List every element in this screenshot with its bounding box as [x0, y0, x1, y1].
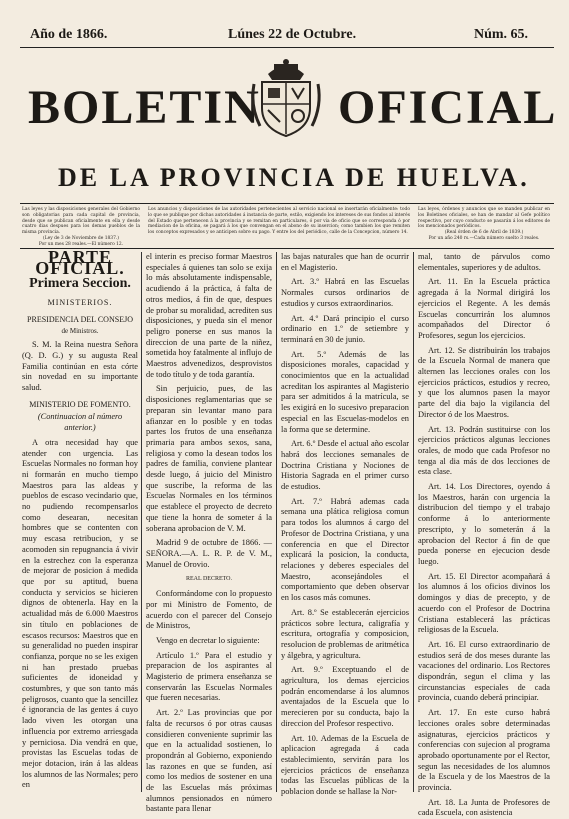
notice-right-price: Por un año 240 rs.—Cada número suelto 3 reales.: [428, 235, 540, 241]
paragraph: Art. 13. Podrán sustituirse con los ejercicios prácticos algunas lecciones orales, de modo que cada Profesor no tenga al dia más de dos lecciones de esta clase.: [418, 424, 550, 477]
paragraph: Art. 10. Ademas de la Escuela de aplicacion agregada á cada establecimiento, servirán para los ejercicios prácticos de enseñanza todas las Escuelas públicas de la poblacion donde se hallase la Nor-: [281, 733, 409, 797]
continuation-note: (Continuacion al número anterior.): [37, 412, 123, 433]
paragraph: las bajas naturales que han de ocurrir en el Magisterio.: [281, 252, 409, 272]
paragraph: Art. 16. El curso extraordinario de estudios será de dos meses durante las vacaciones del ordinario. Los Rectores dispondrán, segun el clima y las circunstancias especiales de cada provincia, cuando deberá principiar.: [418, 639, 550, 703]
notice-right: [418, 207, 550, 242]
paragraph: Art. 9.º Exceptuando el de agricultura, los demas ejercicios podrán encomendarse á los alumnos aventajados de la Escuela que lo merecieren por su conducta, bajo la direccion del Profesor respectivo.: [281, 665, 409, 728]
column-divider: [413, 252, 414, 792]
section-heading-primera-seccion: Primera Seccion.: [29, 276, 131, 292]
column-2: [146, 252, 272, 814]
paragraph: Art. 5.º Además de las disposiciones morales, capacidad y conocimientos que en la actualidad acreditan los aspirantes al Magisterio para ser admitidos á la matrícula, se les exigirá en lo sucesivo preparacion especial en las Escuelas-modelos en la forma que se determine.: [281, 349, 409, 434]
paragraph: Art. 11. En la Escuela práctica agregada á la Normal dirigirá los ejercicios el Regente. A les demás Escuelas concurrirán los alumnos acompañados del Director ó Profesores, segun los ejercicios.: [418, 277, 550, 340]
paragraph: Conformándome con lo propuesto por mi Ministro de Fomento, de acuerdo con el parecer del Consejo de Ministros,: [146, 589, 272, 631]
paragraph: Madrid 9 de octubre de 1866. —SEÑORA.—A. L. R. P. de V. M., Manuel de Orovio.: [146, 538, 272, 569]
section-heading-parte-oficial: PARTE OFICIAL.: [35, 247, 125, 278]
paragraph: A otra necesidad hay que atender con urgencia. Las Escuelas Normales no forman hoy ni formarán en mucho tiempo Maestros para las aldeas y pueblos de escaso vecindario que, no pudiendo recompensarlos como desearan, necesitan hombres que se contenten con muy escasa retribucion, y se acomoden sin repugnancia á vivir en la estrechez con la esperanza de mejorar de posicion á medida que por su aptitud, buena conducta y servicios se hicieren dignos de obtenerla. Hay en la actualidad más de 6.000 Maestros sin título en poblaciones de escasos recursos: Maestros que en su generalidad no pueden inspirar confianza, porque no se les exigen ni han prestado pruebas suficientes de idoneidad y costumbres, y que son tanto más peligrosos, cuanto que la sencillez é ignorancia de las gentes á cuyo lado viven les otorgan una influencia por extremo arriesgada y perniciosa. Dia vendrá en que, provistas las Escuelas todas de mejor dotacion, irán á las aldeas los alumnos de las Normales; pero en: [22, 437, 138, 790]
coat-of-arms-emblem: [248, 56, 324, 142]
paragraph: Sin perjuicio, pues, de las disposiciones reglamentarias que se preparan sin levantar mano para afianzar en lo posible y en todas partes los frutos de una enseñanza primaria para ambos sexos, sana, religiosa y como la desean todos los padres de familia, conviene plantear desde luego, á juicio del Ministro que suscribe, la reforma de las Escuelas Normales en los términos que establece el proyecto de decreto que tiene la honra de someter á la soberana aprobacion de V. M.: [146, 384, 272, 533]
heading-ministerios: MINISTERIOS.: [47, 298, 113, 308]
paragraph: Art. 12. Se distribuirán los trabajos de la Escuela Normal de manera que alternen las lecciones orales con los ejercicios prácticos, estudios y recreo, y que los alumnos pasen la mayor parte del dia bajo la vigilancia del Director ó de los Maestros.: [418, 345, 550, 419]
issue-date: Lúnes 22 de Octubre.: [228, 27, 357, 42]
issue-number: Núm. 65.: [474, 27, 529, 42]
paragraph: Art. 15. El Director acompañará á los alumnos á los oficios divinos los domingos y dias de precepto, y de acuerdo con el Profesor de Doctrina Cristiana establecerá las prácticas religiosas de la Escuela.: [418, 571, 550, 635]
column-1: [22, 247, 138, 792]
masthead-subtitle: DE LA PROVINCIA DE HUELVA.: [58, 163, 530, 192]
heading-presidencia: PRESIDENCIA DEL CONSEJO: [27, 314, 133, 324]
header-rule: [20, 47, 554, 48]
paragraph: Art. 7.º Habrá ademas cada semana una plática religiosa comun para todos los alumnos á cargo del Profesor de Doctrina Cristiana, y una conferencia en que el Director explicará la posicion, la conducta, relaciones y deberes especiales del Maestro, aconsejándoles el comportamiento que deben observar en los casos más comunes.: [281, 496, 409, 603]
masthead-rule: [20, 203, 554, 204]
heading-real-decreto: REAL DECRETO.: [186, 576, 232, 583]
paragraph: Art. 8.º Se establecerán ejercicios prácticos sobre lectura, caligrafía y escritura, ortografía y composicion, resolucion de problemas de aritmética y álgebra, y agricultura.: [281, 607, 409, 660]
paragraph: mal, tanto de párvulos como elementales, superiores y de adultos.: [418, 252, 550, 272]
notice-center: Los anuncios y disposiciones de las autoridades pertenecientes al servicio nacional se insertarán oficialmente: todo lo que se publique por dichas autoridades á instancia de parte, estilo, exigiendo los intereses de sus fondos al interés del Estado que pertenecen á la provincia y se remitan en particulares, ó por via de oficio que se corresponda ó por mediacion de la oficina, se pagará á los que convengan en el abono de su insercion; como tambien los que remiten los conceptos expresados y se anticipen sobre su pago. Y entre los del periódico, calle de la Concepcion, número 14.: [148, 207, 410, 236]
notice-right-text: Las leyes, órdenes y anuncios que se manden publicar en los Boletines oficiales, se han de mandar al Gefe político respectivo, por cuyo conducto se pasarán á los editores de los mencionados periódicos.: [418, 207, 550, 230]
column-3: [281, 252, 409, 797]
issue-year: Año de 1866.: [30, 27, 108, 42]
paragraph: S. M. la Reina nuestra Señora (Q. D. G.) y su augusta Real Familia continúan en esta córte sin novedad en su importante salud.: [22, 340, 138, 393]
masthead-word-oficial: OFICIAL: [338, 81, 558, 134]
notice-right-ref: (Real órden de 6 de Abril de 1839.): [444, 230, 524, 236]
paragraph: Art. 17. En este curso habrá lecciones orales sobre determinadas asignaturas, ejercicios prácticos y conferencias con sujecion al programa aprobado oportunamente por el Rector, segun las necesidades de los alumnos de la Escuela y de los Maestros de la provincia.: [418, 708, 550, 793]
paragraph: Art. 14. Los Directores, oyendo á los Maestros, harán con urgencia la distribucion del tiempo y el trabajo conforme á lo anteriormente prescripto, y lo someterán á la aprobacion del Rector á fin de que pueda ponerse en ejecucion desde luego.: [418, 482, 550, 566]
paragraph: Vengo en decretar lo siguiente:: [156, 635, 260, 645]
paragraph: Art. 18. La Junta de Profesores de cada Escuela, con asistencia: [418, 797, 550, 818]
paragraph: Art. 3.º Habrá en las Escuelas Normales cursos ordinarios de estudios y cursos extraordinarios.: [281, 277, 409, 308]
paragraph: Art. 4.º Dará principio el curso ordinario en 1.º de setiembre y terminará en 30 de junio.: [281, 313, 409, 344]
notice-left-price: Por un mes 28 reales.—El número 12.: [38, 241, 124, 247]
heading-fomento: MINISTERIO DE FOMENTO.: [29, 399, 131, 409]
column-divider: [276, 252, 277, 792]
column-4: [418, 252, 550, 818]
notice-left-ref: (Ley de 3 de Noviembre de 1837.): [42, 235, 120, 241]
paragraph: Artículo 1.º Para el estudio y preparacion de los aspirantes al Magisterio de primera enseñanza se conservarán las Escuelas Normales que fueren necesarias.: [146, 650, 272, 703]
paragraph: Art. 6.º Desde el actual año escolar habrá dos lecciones semanales de Doctrina Cristiana y Nociones de Historia Sagrada en el primer curso de estudios.: [281, 439, 409, 492]
paragraph: el interin es preciso formar Maestros especiales á quienes tan solo se exija lo más absolutamente indispensable, acudiendo á la práctica, á falta de otros medios, á fin de que, despues de probar su moralidad, acrediten sus disposiciones, y pueda sin el menor peligro ponerse en sus manos la direccion de una parte de la niñez, sometida hoy fatalmente al influjo de Maestros advenedizos, desprovistos de todo título y de toda garantía.: [146, 252, 272, 379]
heading-presidencia-sub: de Ministros.: [61, 326, 99, 335]
notice-left-text: Las leyes y las disposiciones generales del Gobierno son obligatorias para cada capital de provincia, desde que se publican oficialmente en ella y desde cuatro dias despues para los demas pueblos de la misma provincia.: [22, 207, 140, 236]
column-divider: [141, 252, 142, 792]
paragraph: Art. 2.º Las provincias que por falta de recursos ó por otras causas considieren conveniente suprimir las que en la actualidad sostienen, lo propondrán al Gobierno, exponiendo las razones en que se funden, así como los medios de sostener en una de las Escuelas más próximas alumnos pensionados en número bastante para llenar: [146, 708, 272, 814]
masthead-word-boletin: BOLETIN: [28, 81, 261, 134]
notice-left: [22, 207, 140, 248]
